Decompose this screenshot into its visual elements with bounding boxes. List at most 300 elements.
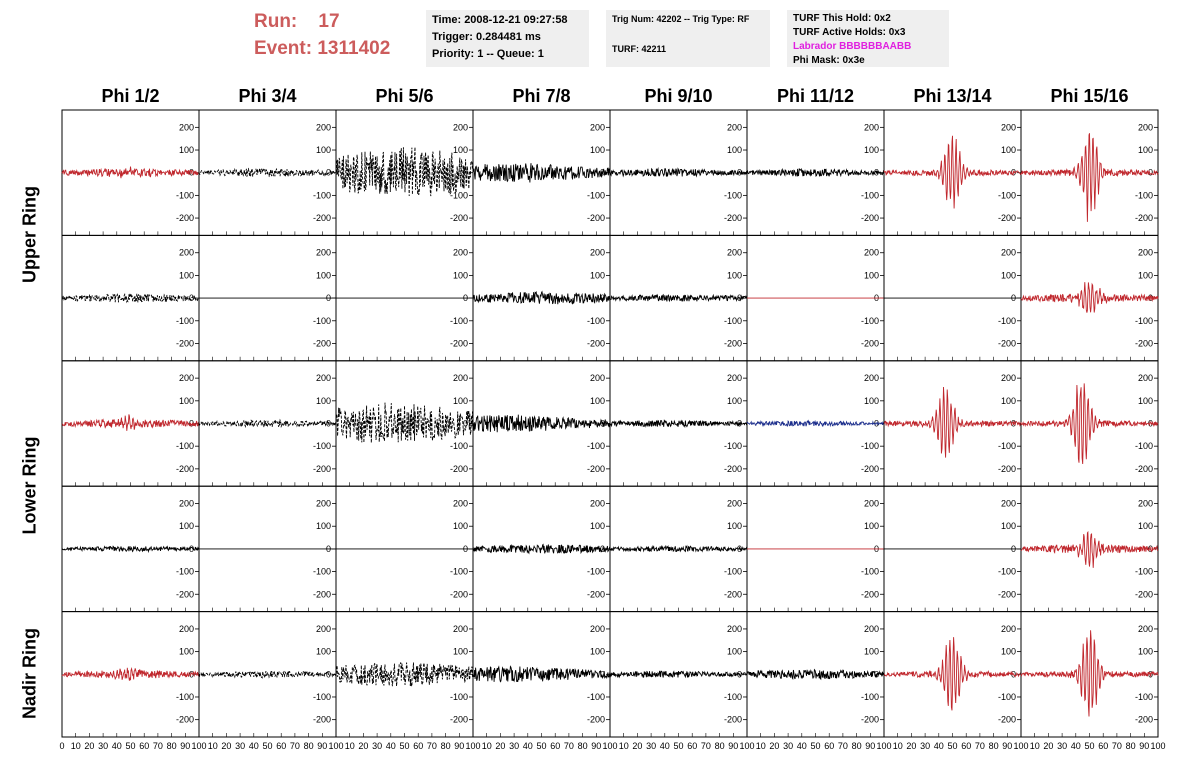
trig-num-line: Trig Num: 42202 -- Trig Type: RF [612,14,750,24]
x-tick-label: 90 [1002,741,1013,751]
waveform-series [610,169,747,177]
y-tick-label: -200 [860,213,879,224]
x-tick-label: 50 [125,741,136,751]
y-tick-label: -200 [586,589,605,600]
y-tick-label: 200 [452,373,468,384]
x-tick-label: 100 [876,741,892,751]
y-tick-label: -100 [997,566,1016,577]
waveform-series [62,294,199,303]
x-tick-label: 100 [1150,741,1166,751]
y-tick-label: 100 [863,145,879,156]
y-tick-label: -200 [997,589,1016,600]
y-tick-label: 200 [1000,247,1016,258]
y-tick-label: -100 [860,315,879,326]
y-tick-label: -100 [586,691,605,702]
waveform-series [199,420,336,427]
y-tick-label: -200 [449,463,468,474]
x-tick-label: 90 [591,741,602,751]
y-tick-label: 200 [1137,498,1153,509]
x-tick-label: 100 [602,741,618,751]
y-tick-label: -100 [860,190,879,201]
y-tick-label: 0 [188,293,194,304]
y-tick-label: -200 [175,463,194,474]
y-tick-label: -200 [1134,463,1153,474]
waveform-series [336,663,473,687]
x-tick-label: 0 [59,741,65,751]
waveform-series [473,545,610,554]
turf-active-line: TURF Active Holds: 0x3 [793,27,906,38]
x-tick-label: 100 [739,741,755,751]
y-tick-label: 200 [452,498,468,509]
y-tick-label: -200 [586,213,605,224]
column-label: Phi 3/4 [238,86,297,106]
y-tick-label: -100 [997,190,1016,201]
y-tick-label: 200 [726,498,742,509]
y-tick-label: -100 [175,691,194,702]
y-tick-label: 200 [589,122,605,133]
y-tick-label: -200 [312,338,331,349]
y-tick-label: 0 [873,418,879,429]
y-tick-label: 0 [462,167,468,178]
waveform-series [1021,630,1158,716]
y-tick-label: 200 [1000,122,1016,133]
y-tick-label: 100 [178,395,194,406]
x-tick-label: 50 [1084,741,1095,751]
y-tick-label: 100 [452,270,468,281]
y-tick-label: 100 [726,395,742,406]
y-tick-label: 200 [726,623,742,634]
y-tick-label: 0 [325,418,331,429]
y-tick-label: 0 [873,543,879,554]
y-tick-label: -100 [723,691,742,702]
y-tick-label: 200 [452,623,468,634]
column-label: Phi 9/10 [644,86,713,106]
y-tick-label: -100 [312,441,331,452]
y-tick-label: -100 [586,315,605,326]
y-tick-label: 200 [178,122,194,133]
y-tick-label: -200 [449,714,468,725]
y-tick-label: 200 [178,498,194,509]
y-tick-label: 100 [863,395,879,406]
y-tick-label: -100 [312,691,331,702]
x-tick-label: 10 [1029,741,1040,751]
y-tick-label: 100 [1137,270,1153,281]
ring-label: Upper Ring [19,186,40,284]
x-tick-label: 90 [865,741,876,751]
x-tick-label: 100 [1013,741,1029,751]
y-tick-label: -100 [586,190,605,201]
x-tick-label: 60 [139,741,150,751]
y-tick-label: -200 [723,463,742,474]
y-tick-label: 0 [1147,543,1153,554]
x-tick-label: 80 [440,741,451,751]
y-tick-label: 100 [1000,395,1016,406]
y-tick-label: -200 [586,463,605,474]
y-tick-label: -100 [1134,691,1153,702]
y-tick-label: 200 [315,122,331,133]
y-tick-label: 0 [1010,669,1016,680]
y-tick-label: -200 [997,213,1016,224]
y-tick-label: -100 [449,315,468,326]
x-tick-label: 40 [248,741,259,751]
x-tick-label: 50 [399,741,410,751]
x-tick-label: 100 [465,741,481,751]
y-tick-label: 200 [178,247,194,258]
y-tick-label: 0 [188,418,194,429]
y-tick-label: 200 [726,247,742,258]
y-tick-label: -200 [175,338,194,349]
y-tick-label: 100 [178,270,194,281]
y-tick-label: 0 [599,293,605,304]
x-tick-label: 60 [550,741,561,751]
x-tick-label: 20 [221,741,232,751]
y-tick-label: -200 [723,213,742,224]
x-tick-label: 40 [385,741,396,751]
y-tick-label: -100 [860,691,879,702]
y-tick-label: -100 [997,315,1016,326]
y-tick-label: 0 [188,669,194,680]
x-tick-label: 60 [1098,741,1109,751]
x-tick-label: 30 [98,741,109,751]
x-tick-label: 30 [783,741,794,751]
x-tick-label: 50 [262,741,273,751]
y-tick-label: 0 [462,293,468,304]
x-tick-label: 70 [974,741,985,751]
y-tick-label: 100 [178,145,194,156]
x-tick-label: 80 [714,741,725,751]
y-tick-label: 200 [178,623,194,634]
y-tick-label: -100 [997,691,1016,702]
x-tick-label: 30 [509,741,520,751]
y-tick-label: 200 [726,122,742,133]
y-tick-label: 0 [188,167,194,178]
y-tick-label: 200 [452,247,468,258]
y-tick-label: 0 [462,543,468,554]
y-tick-label: -100 [312,315,331,326]
y-tick-label: 0 [188,543,194,554]
x-tick-label: 10 [70,741,81,751]
y-tick-label: -100 [175,566,194,577]
y-tick-label: 100 [726,646,742,657]
x-tick-label: 60 [961,741,972,751]
y-tick-label: 0 [873,669,879,680]
waveform-series [1021,532,1158,568]
x-tick-label: 10 [892,741,903,751]
turf-line: TURF: 42211 [612,44,667,54]
y-tick-label: -200 [586,338,605,349]
y-tick-label: 100 [1000,521,1016,532]
x-tick-label: 20 [358,741,369,751]
x-tick-label: 70 [837,741,848,751]
y-tick-label: 0 [462,418,468,429]
y-tick-label: 100 [315,395,331,406]
y-tick-label: 0 [736,418,742,429]
y-tick-label: 200 [315,247,331,258]
y-tick-label: -100 [723,315,742,326]
x-tick-label: 20 [495,741,506,751]
x-tick-label: 70 [289,741,300,751]
waveform-series [62,167,199,179]
y-tick-label: 0 [873,167,879,178]
waveform-series [1021,282,1158,313]
waveform-series [473,667,610,682]
y-tick-label: 200 [589,373,605,384]
x-tick-label: 70 [152,741,163,751]
y-tick-label: 100 [863,521,879,532]
y-tick-label: -200 [449,589,468,600]
labrador-line: Labrador BBBBBBAABB [793,41,912,52]
y-tick-label: 200 [1000,498,1016,509]
y-tick-label: -100 [860,566,879,577]
x-tick-label: 20 [1043,741,1054,751]
y-tick-label: 0 [325,669,331,680]
y-tick-label: 100 [1000,646,1016,657]
x-tick-label: 80 [988,741,999,751]
y-tick-label: 100 [863,646,879,657]
y-tick-label: -200 [723,338,742,349]
x-tick-label: 90 [180,741,191,751]
y-tick-label: 200 [863,373,879,384]
x-tick-label: 70 [700,741,711,751]
y-tick-label: 100 [315,521,331,532]
x-tick-label: 80 [303,741,314,751]
y-tick-label: -200 [449,338,468,349]
y-tick-label: 100 [589,646,605,657]
time-line: Time: 2008-12-21 09:27:58 [432,14,568,26]
x-tick-label: 30 [235,741,246,751]
y-tick-label: 100 [1137,521,1153,532]
y-tick-label: 100 [589,145,605,156]
y-tick-label: -200 [723,714,742,725]
x-tick-label: 100 [328,741,344,751]
x-tick-label: 60 [824,741,835,751]
y-tick-label: 100 [726,270,742,281]
x-tick-label: 10 [618,741,629,751]
y-tick-label: -200 [1134,714,1153,725]
ring-label: Nadir Ring [19,628,40,720]
y-tick-label: -100 [175,441,194,452]
x-tick-label: 20 [769,741,780,751]
y-tick-label: -100 [1134,441,1153,452]
y-tick-label: 200 [315,373,331,384]
y-tick-label: 200 [863,498,879,509]
waveform-series [610,669,747,680]
y-tick-label: 100 [452,646,468,657]
y-tick-label: -200 [723,589,742,600]
column-label: Phi 13/14 [913,86,992,106]
y-tick-label: -200 [449,213,468,224]
y-tick-label: -200 [175,714,194,725]
y-tick-label: 200 [1137,373,1153,384]
x-tick-label: 40 [111,741,122,751]
y-tick-label: -200 [997,338,1016,349]
x-tick-label: 50 [947,741,958,751]
y-tick-label: 200 [1137,623,1153,634]
waveform-series [199,168,336,176]
waveform-series [62,546,199,551]
y-tick-label: 0 [1010,167,1016,178]
event-label: Event: [254,38,313,59]
y-tick-label: 100 [863,270,879,281]
y-tick-label: -100 [1134,566,1153,577]
event-value: 1311402 [317,38,391,59]
x-tick-label: 50 [673,741,684,751]
y-tick-label: 100 [452,521,468,532]
y-tick-label: 100 [178,521,194,532]
y-tick-label: -100 [860,441,879,452]
waveform-series [473,163,610,182]
y-tick-label: 200 [1000,373,1016,384]
y-tick-label: 100 [452,145,468,156]
y-tick-label: -200 [586,714,605,725]
y-tick-label: -200 [175,213,194,224]
y-tick-label: 0 [325,543,331,554]
y-tick-label: -100 [1134,190,1153,201]
y-tick-label: -100 [449,691,468,702]
trigger-line: Trigger: 0.284481 ms [432,31,541,43]
y-tick-label: 0 [325,293,331,304]
y-tick-label: 0 [1147,669,1153,680]
y-tick-label: 100 [589,395,605,406]
x-tick-label: 90 [454,741,465,751]
x-tick-label: 10 [755,741,766,751]
y-tick-label: -100 [312,190,331,201]
y-tick-label: -100 [175,315,194,326]
y-tick-label: 0 [1147,293,1153,304]
y-tick-label: 200 [315,623,331,634]
y-tick-label: 0 [736,543,742,554]
y-tick-label: 0 [873,293,879,304]
x-tick-label: 60 [276,741,287,751]
column-label: Phi 7/8 [512,86,571,106]
y-tick-label: 200 [589,247,605,258]
x-tick-label: 70 [426,741,437,751]
y-tick-label: -100 [997,441,1016,452]
x-tick-label: 40 [1070,741,1081,751]
waveform-series [336,403,473,443]
priority-line: Priority: 1 -- Queue: 1 [432,48,544,60]
y-tick-label: 0 [599,669,605,680]
y-tick-label: 200 [1137,247,1153,258]
x-tick-label: 100 [191,741,207,751]
x-tick-label: 30 [1057,741,1068,751]
y-tick-label: -200 [1134,589,1153,600]
y-tick-label: -100 [449,566,468,577]
x-tick-label: 80 [1125,741,1136,751]
y-tick-label: 100 [589,521,605,532]
y-tick-label: 200 [1000,623,1016,634]
y-tick-label: 0 [1010,293,1016,304]
x-tick-label: 50 [536,741,547,751]
y-tick-label: -200 [312,463,331,474]
x-tick-label: 90 [317,741,328,751]
y-tick-label: 0 [462,669,468,680]
y-tick-label: 100 [589,270,605,281]
waveform-series [747,169,884,177]
x-tick-label: 50 [810,741,821,751]
y-tick-label: -200 [312,589,331,600]
waveform-series [610,546,747,551]
column-label: Phi 11/12 [776,86,855,106]
y-tick-label: -100 [449,190,468,201]
waveform-series [473,292,610,304]
x-tick-label: 90 [728,741,739,751]
y-tick-label: 100 [1000,270,1016,281]
y-tick-label: -100 [586,566,605,577]
y-tick-label: 100 [315,270,331,281]
x-tick-label: 30 [372,741,383,751]
x-tick-label: 10 [344,741,355,751]
y-tick-label: 0 [599,543,605,554]
y-tick-label: -200 [312,213,331,224]
y-tick-label: -200 [312,714,331,725]
y-tick-label: -100 [586,441,605,452]
y-tick-label: 200 [178,373,194,384]
x-tick-label: 70 [563,741,574,751]
x-tick-label: 40 [522,741,533,751]
y-tick-label: -200 [997,463,1016,474]
y-tick-label: 0 [599,418,605,429]
y-tick-label: 200 [863,623,879,634]
x-tick-label: 10 [207,741,218,751]
y-tick-label: -100 [175,190,194,201]
run-label: Run: [254,11,298,32]
y-tick-label: -200 [175,589,194,600]
run-value: 17 [318,11,340,32]
x-tick-label: 20 [632,741,643,751]
y-tick-label: 200 [315,498,331,509]
y-tick-label: -100 [312,566,331,577]
y-tick-label: -200 [1134,213,1153,224]
y-tick-label: 100 [726,145,742,156]
y-tick-label: 200 [589,498,605,509]
x-tick-label: 90 [1139,741,1150,751]
waveform-series [62,414,199,430]
x-tick-label: 80 [577,741,588,751]
y-tick-label: 200 [452,122,468,133]
y-tick-label: 0 [1147,167,1153,178]
waveform-series [747,670,884,679]
waveform-series [473,415,610,433]
y-tick-label: 200 [589,623,605,634]
x-tick-label: 20 [84,741,95,751]
waveform-series [610,295,747,302]
x-tick-label: 60 [687,741,698,751]
y-tick-label: 200 [726,373,742,384]
x-tick-label: 40 [659,741,670,751]
y-tick-label: 100 [1137,395,1153,406]
x-tick-label: 70 [1111,741,1122,751]
y-tick-label: -100 [1134,315,1153,326]
waveform-series [747,421,884,426]
y-tick-label: 100 [1137,145,1153,156]
phi-mask-line: Phi Mask: 0x3e [793,55,865,66]
x-tick-label: 80 [166,741,177,751]
y-tick-label: 0 [1010,543,1016,554]
y-tick-label: -200 [860,589,879,600]
x-tick-label: 60 [413,741,424,751]
x-tick-label: 40 [933,741,944,751]
y-tick-label: 100 [315,646,331,657]
y-tick-label: -200 [1134,338,1153,349]
y-tick-label: -200 [860,463,879,474]
y-tick-label: -200 [997,714,1016,725]
y-tick-label: 100 [452,395,468,406]
y-tick-label: -100 [449,441,468,452]
ring-label: Lower Ring [19,436,40,535]
y-tick-label: 100 [726,521,742,532]
x-tick-label: 30 [646,741,657,751]
